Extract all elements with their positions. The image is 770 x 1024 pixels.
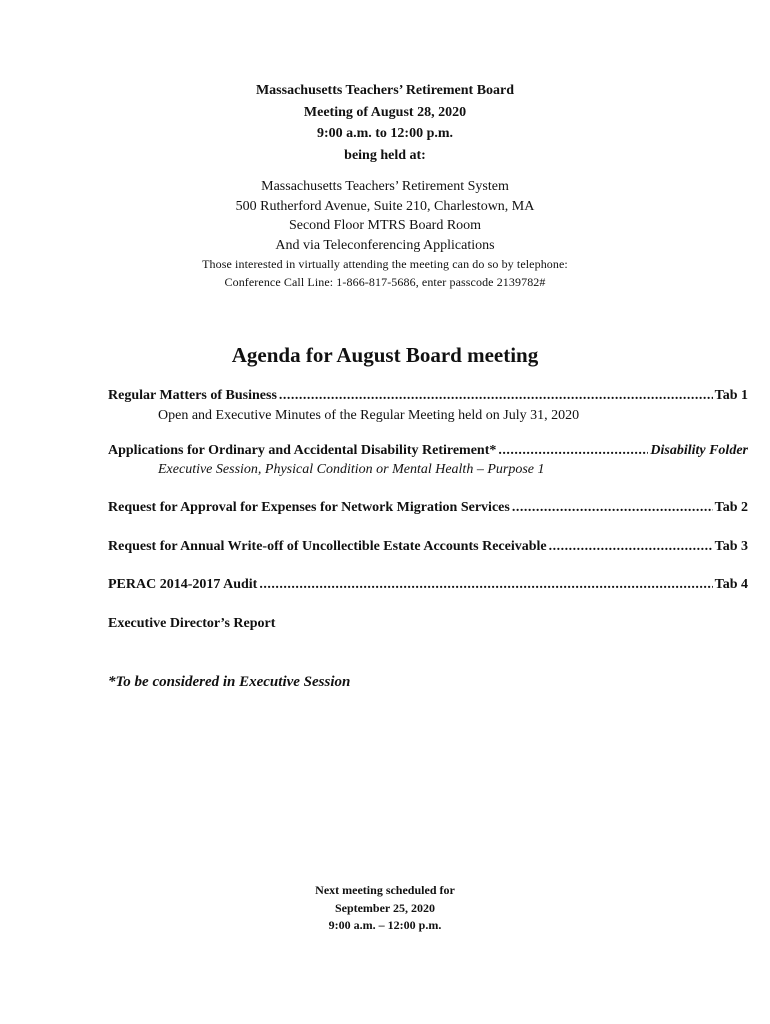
agenda-item-tab: Disability Folder xyxy=(650,443,748,458)
next-meeting-label: Next meeting scheduled for xyxy=(315,883,455,897)
leader-dots xyxy=(498,443,648,459)
agenda-title: Agenda for August Board meeting xyxy=(231,343,539,367)
leader-dots xyxy=(279,388,713,404)
leader-dots xyxy=(259,577,712,593)
leader-dots xyxy=(549,539,713,555)
location-address: 500 Rutherford Avenue, Suite 210, Charlestown, MA xyxy=(235,198,535,214)
location-teleconference: And via Teleconferencing Applications xyxy=(275,237,495,253)
board-name: Massachusetts Teachers’ Retirement Board xyxy=(255,83,515,98)
executive-session-note: *To be considered in Executive Session xyxy=(108,674,351,690)
agenda-item-perac-audit xyxy=(108,577,748,593)
location-room: Second Floor MTRS Board Room xyxy=(288,218,482,233)
agenda-item-tab: Tab 1 xyxy=(714,388,748,403)
agenda-item-network-migration xyxy=(108,500,748,516)
agenda-item-label: Applications for Ordinary and Accidental Disability Retirement* xyxy=(108,443,497,458)
agenda-item-tab: Tab 4 xyxy=(714,577,748,592)
agenda-item-executive-director-report: Executive Director’s Report xyxy=(108,616,276,631)
meeting-date: Meeting of August 28, 2020 xyxy=(303,104,467,120)
agenda-item-tab: Tab 2 xyxy=(714,500,748,515)
meeting-time: 9:00 a.m. to 12:00 p.m. xyxy=(316,126,454,141)
telephone-note: Those interested in virtually attending the meeting can do so by telephone: xyxy=(202,257,568,271)
agenda-item-label: Regular Matters of Business xyxy=(108,388,277,403)
leader-dots xyxy=(512,500,713,516)
conference-call-line: Conference Call Line: 1-866-817-5686, enter passcode 2139782# xyxy=(224,275,546,289)
agenda-item-regular-matters xyxy=(108,388,748,404)
agenda-item-label: Request for Approval for Expenses for Network Migration Services xyxy=(108,500,510,515)
agenda-item-subtext: Executive Session, Physical Condition or Mental Health – Purpose 1 xyxy=(158,462,545,477)
meeting-location xyxy=(0,177,770,291)
meeting-header xyxy=(0,80,770,166)
next-meeting-time: 9:00 a.m. – 12:00 p.m. xyxy=(328,918,442,932)
next-meeting-date: September 25, 2020 xyxy=(334,900,436,915)
agenda-item-subtext: Open and Executive Minutes of the Regular Meeting held on July 31, 2020 xyxy=(158,408,580,423)
agenda-item-label: PERAC 2014-2017 Audit xyxy=(108,577,258,592)
agenda-item-disability-retirement xyxy=(108,443,748,459)
agenda-item-tab: Tab 3 xyxy=(714,539,748,554)
next-meeting xyxy=(0,882,770,935)
agenda-item-label: Request for Annual Write-off of Uncollectible Estate Accounts Receivable xyxy=(108,539,547,554)
location-org: Massachusetts Teachers’ Retirement System xyxy=(261,179,509,194)
held-at-label: being held at: xyxy=(344,147,426,163)
agenda-item-write-off xyxy=(108,539,748,555)
